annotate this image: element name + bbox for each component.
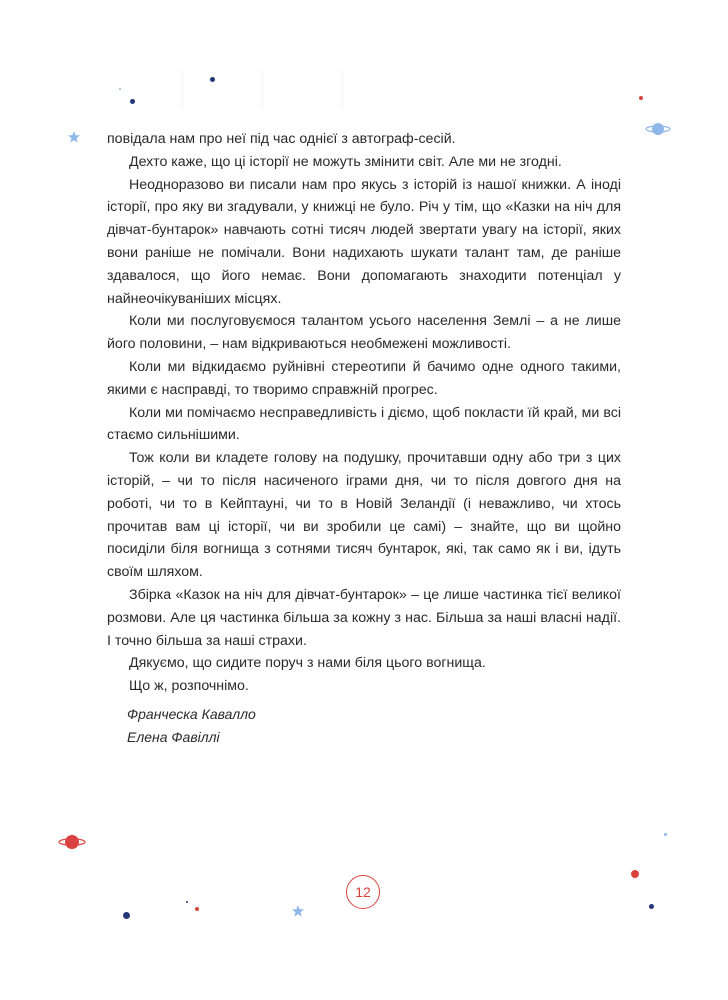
faint-decoration <box>340 70 344 110</box>
dot-icon <box>195 907 199 911</box>
dot-icon <box>631 870 639 878</box>
dot-icon <box>210 77 215 82</box>
paragraph: Що ж, розпочнімо. <box>129 678 249 695</box>
paragraph: Дякуємо, що сидите поруч з нами біля цього вогнища. <box>129 655 486 672</box>
paragraph: Тож коли ви кладете голову на подушку, прочитавши одну або три з цих історій, – чи то після насиченого іграми дня, чи то після довгого дня на роботі, чи то в Кейптауні, чи то в Новій Зеландії (і неважливо, чи хтось прочитав вам ці історії, чи ви зробили це самі) – знайте, що ви щойно посиділи біля вогнища з сотнями тисяч бунтарок, які, так само як і ви, ідуть своїм шляхом. <box>107 450 621 581</box>
planet-icon <box>645 120 671 138</box>
author-name: Франческа Кавалло <box>127 706 256 722</box>
paragraph: повідала нам про неї під час однієї з автограф-сесій. <box>107 131 456 147</box>
author-name: Елена Фавіллі <box>127 729 220 745</box>
body-text <box>107 128 621 698</box>
dot-icon <box>186 901 188 903</box>
dot-icon <box>664 833 667 836</box>
dot-icon <box>119 88 121 90</box>
paragraph: Коли ми помічаємо несправедливість і діємо, щоб покласти їй край, ми всі стаємо сильнішими. <box>107 404 621 444</box>
signatures <box>127 703 256 749</box>
paragraph: Неодноразово ви писали нам про якусь з історій із нашої книжки. А іноді історії, про яку ви згадували, у книжці не було. Річ у тім, що «Казки на ніч для дівчат-бунтарок» навчають сотні тисяч людей звертати увагу на історії, яких вони раніше не помічали. Вони надихають шукати талант там, де раніше здавалося, що його немає. Вони допомагають знаходити потенціал у найнеочікуваніших місцях. <box>107 176 621 307</box>
dot-icon <box>649 904 654 909</box>
dot-icon <box>123 912 130 919</box>
star-icon <box>68 131 80 143</box>
faint-decoration <box>260 70 264 110</box>
dot-icon <box>130 99 135 104</box>
page-number: 12 <box>346 875 380 909</box>
dot-icon <box>639 96 643 100</box>
planet-icon <box>58 832 86 852</box>
faint-decoration <box>180 70 184 110</box>
paragraph: Дехто каже, що ці історії не можуть змінити світ. Але ми не згодні. <box>129 153 562 170</box>
paragraph: Коли ми послуговуємося талантом усього населення Землі – а не лише його половини, – нам відкриваються необмежені можливості. <box>107 313 621 353</box>
paragraph: Коли ми відкидаємо руйнівні стереотипи й бачимо одне одного такими, якими є насправді, то творимо справжній прогрес. <box>107 358 621 398</box>
paragraph: Збірка «Казок на ніч для дівчат-бунтарок» – це лише частинка тієї великої розмови. Але ця частинка більша за кожну з нас. Більша за наші власні надії. І точно більша за наші страхи. <box>107 586 621 649</box>
star-icon <box>292 905 304 917</box>
